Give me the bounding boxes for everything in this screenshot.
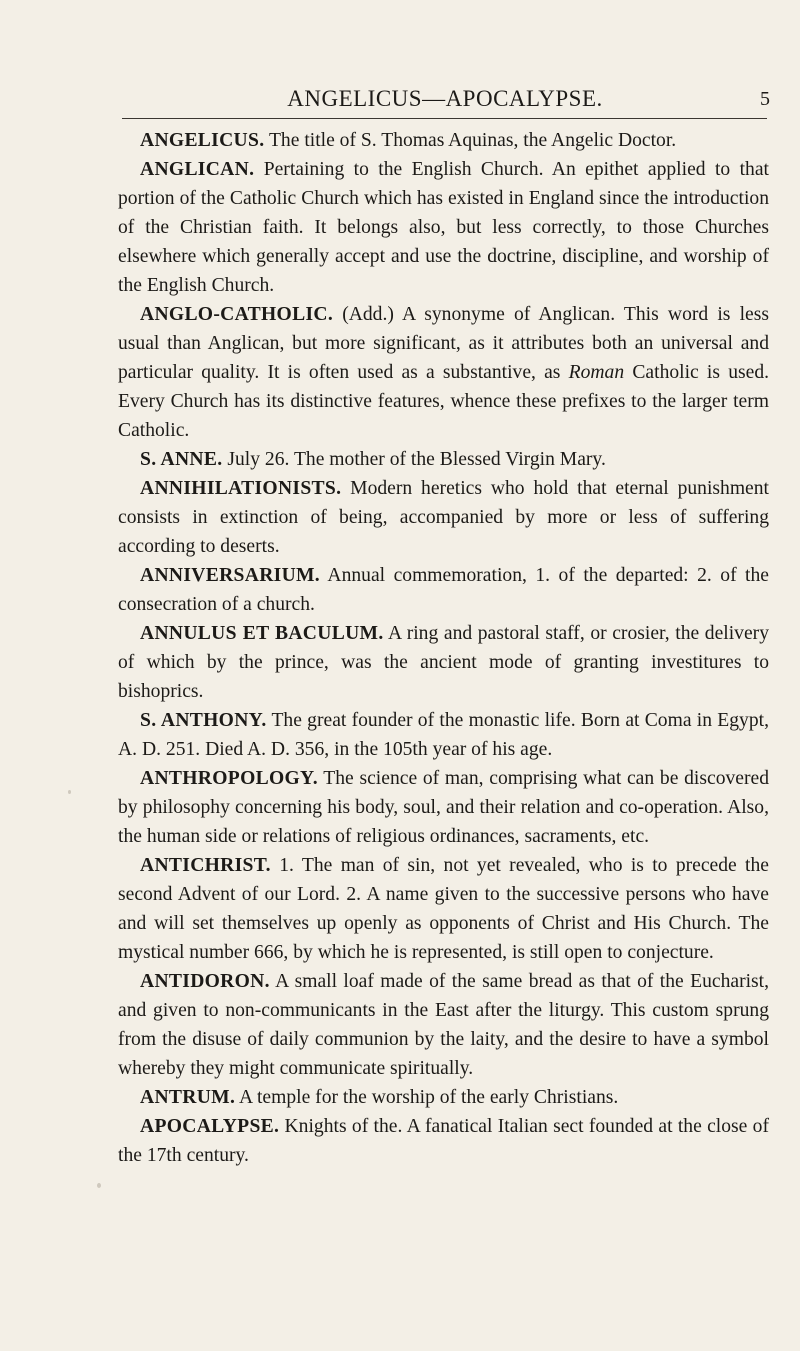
headword: APOCALYPSE.: [140, 1116, 280, 1137]
headword: ANTIDORON.: [140, 971, 270, 992]
definition: The great founder of the monastic life. Born at Coma in Egypt, A. D. 251. Died A. D. 356, in the 105th year of his age.: [118, 710, 769, 760]
definition: A ring and pastoral staff, or crosier, the delivery of which by the prince, was the ancient mode of granting investitures to bishoprics.: [118, 623, 769, 702]
running-title: ANGELICUS—APOCALYPSE.: [287, 86, 603, 111]
headword: ANNIHILATIONISTS.: [140, 478, 342, 499]
entry-anniversarium: [118, 561, 769, 619]
definition: Modern heretics who hold that eternal punishment consists in extinction of being, accompanied by more or less of suffering according to deserts.: [118, 478, 769, 557]
entry-antrum: [118, 1083, 769, 1112]
paper-speck: [97, 1183, 101, 1188]
headword: ANGLO-CATHOLIC.: [140, 304, 334, 325]
definition: Pertaining to the English Church. An epithet applied to that portion of the Catholic Church which has existed in England since the introduction of the Christian faith. It belongs also, but less correctly, to those Churches elsewhere which generally accept and use the doctrine, discipline, and worship of the English Church.: [118, 159, 769, 296]
entry-annihilationists: [118, 474, 769, 561]
headword: S. ANTHONY.: [140, 710, 267, 731]
entry-anglo-catholic: [118, 300, 769, 445]
definition: A temple for the worship of the early Christians.: [239, 1087, 619, 1108]
entry-s-anne: [118, 445, 769, 474]
italic-term: Roman: [568, 362, 625, 383]
entry-antidoron: [118, 967, 769, 1083]
headword: ANGLICAN.: [140, 159, 255, 180]
definition: July 26. The mother of the Blessed Virgin Mary.: [227, 449, 606, 470]
definition-part: Catholic is used. Every Church has its distinctive features, whence these prefixes to the larger term Catholic.: [118, 362, 770, 441]
paper-speck: [68, 790, 71, 794]
definition: Knights of the. A fanatical Italian sect founded at the close of the 17th century.: [118, 1116, 769, 1166]
definition: Annual commemoration, 1. of the departed: 2. of the consecration of a church.: [118, 565, 769, 615]
header-rule: [122, 118, 767, 119]
entry-s-anthony: [118, 706, 769, 764]
headword: ANNIVERSARIUM.: [140, 565, 321, 586]
dictionary-entries: [118, 126, 769, 1170]
headword: ANTHROPOLOGY.: [140, 768, 318, 789]
entry-apocalypse: [118, 1112, 769, 1170]
definition-part: (Add.) A synonyme of Anglican. This word is less usual than Anglican, but more significant, as it attributes both an universal and particular quality. It is often used as a substantive, as: [118, 304, 769, 383]
definition: A small loaf made of the same bread as that of the Eucharist, and given to non-communicants in the East after the liturgy. This custom sprung from the disuse of daily communion by the laity, and the desire to have a symbol whereby they might communicate spiritually.: [118, 971, 770, 1079]
entry-anglican: [118, 155, 769, 300]
headword: ANTRUM.: [140, 1087, 236, 1108]
headword: ANNULUS ET BACULUM.: [140, 623, 384, 644]
page-number: 5: [760, 88, 770, 110]
definition: 1. The man of sin, not yet revealed, who is to precede the second Advent of our Lord. 2. A name given to the successive persons who have and will set themselves up openly as opponents of Christ and His Church. The mystical number 666, by which he is represented, is still open to conjecture.: [118, 855, 769, 963]
entry-annulus-et-baculum: [118, 619, 769, 706]
entry-angelicus: [118, 126, 769, 155]
headword: S. ANNE.: [140, 449, 223, 470]
entry-anthropology: [118, 764, 769, 851]
entry-antichrist: [118, 851, 769, 967]
definition: The science of man, comprising what can be discovered by philosophy concerning his body, soul, and their relation and co-operation. Also, the human side or relations of religious ordinances, sacraments, etc.: [118, 768, 769, 847]
headword: ANGELICUS.: [140, 130, 265, 151]
definition: The title of S. Thomas Aquinas, the Angelic Doctor.: [268, 130, 677, 151]
running-head: [120, 84, 770, 114]
headword: ANTICHRIST.: [140, 855, 271, 876]
